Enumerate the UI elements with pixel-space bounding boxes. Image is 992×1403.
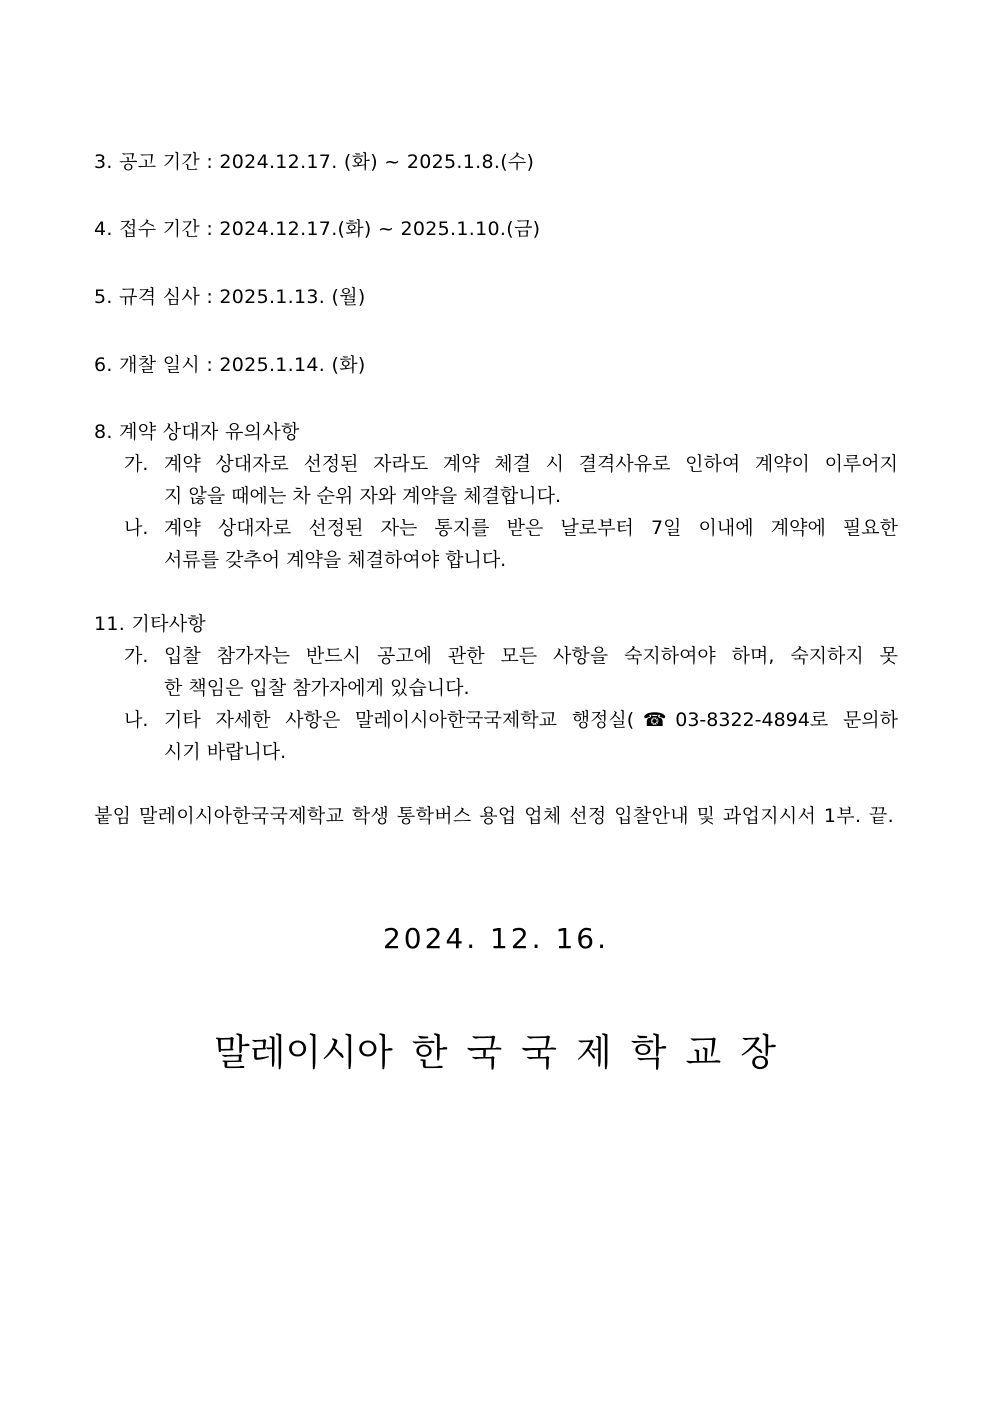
section-11-item-a-line2: 한 책임은 입찰 참가자에게 있습니다. — [164, 677, 470, 699]
reception-period-line: 4. 접수 기간 : 2024.12.17.(화) ~ 2025.1.10.(금) — [94, 218, 541, 240]
section-8-item-a-line1: 계약 상대자로 선정된 자라도 계약 체결 시 결격사유로 인하여 계약이 이루어지 — [164, 453, 898, 475]
section-8-item-a-line2: 지 않을 때에는 차 순위 자와 계약을 체결합니다. — [164, 485, 562, 507]
bid-opening-line: 6. 개찰 일시 : 2025.1.14. (화) — [94, 354, 366, 376]
section-11-item-b-label: 나. — [124, 709, 149, 731]
section-8-item-b-line1: 계약 상대자로 선정된 자는 통지를 받은 날로부터 7일 이내에 계약에 필요한 — [164, 517, 898, 539]
document-date: 2024. 12. 16. — [382, 922, 610, 955]
section-11-item-a-label: 가. — [124, 645, 149, 667]
section-8-item-b-line2: 서류를 갖추어 계약을 체결하여야 합니다. — [164, 549, 507, 571]
attachment-line: 붙임 말레이시아한국국제학교 학생 통학버스 용업 업체 선정 입찰안내 및 과업지시서 1부. 끝. — [94, 805, 894, 827]
section-11-item-a-line1: 입찰 참가자는 반드시 공고에 관한 모든 사항을 숙지하여야 하며, 숙지하지 못 — [164, 645, 898, 667]
signer-title: 말레이시아 한 국 국 제 학 교 장 — [214, 1031, 776, 1074]
spec-review-line: 5. 규격 심사 : 2025.1.13. (월) — [94, 286, 366, 308]
section-8-heading: 8. 계약 상대자 유의사항 — [94, 421, 300, 443]
section-8-item-b-label: 나. — [124, 517, 149, 539]
section-8-item-a-label: 가. — [124, 453, 149, 475]
section-11-item-b-line1: 기타 자세한 사항은 말레이시아한국국제학교 행정실(☎03-8322-4894로 문의하 — [164, 709, 898, 731]
notice-period-line: 3. 공고 기간 : 2024.12.17. (화) ~ 2025.1.8.(수) — [94, 151, 535, 173]
section-11-heading: 11. 기타사항 — [94, 613, 207, 635]
section-11-item-b-line2: 시기 바랍니다. — [164, 741, 287, 763]
